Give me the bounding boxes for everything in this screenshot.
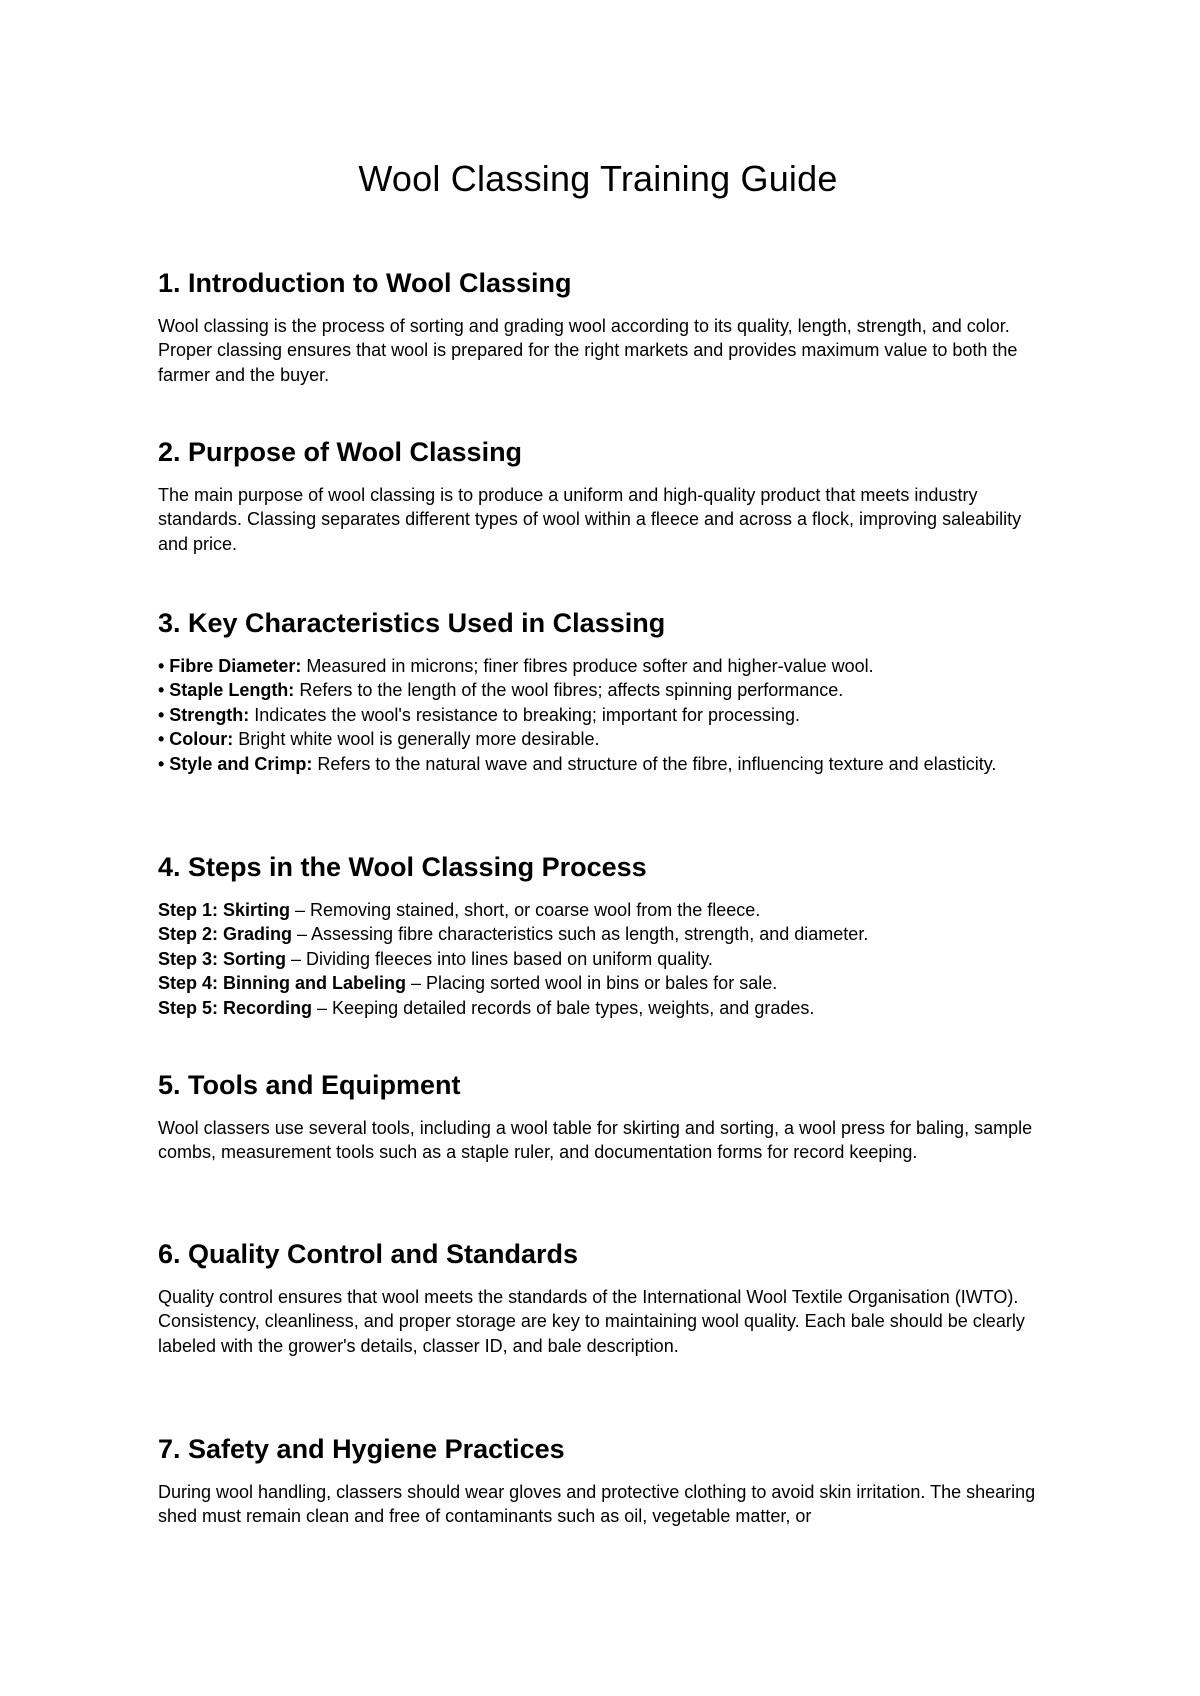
step-text: – Removing stained, short, or coarse wool from the fleece. [290, 900, 761, 920]
step-text: – Dividing fleeces into lines based on uniform quality. [286, 948, 713, 969]
item-label: • Strength: [158, 704, 250, 725]
section-heading: 4. Steps in the Wool Classing Process [158, 852, 647, 882]
step-item [158, 922, 1038, 946]
section-paragraph: During wool handling, classers should wear gloves and protective clothing to avoid skin irritation. The shearing shed must remain clean and free of contaminants such as oil, vegetable matter, or [158, 1482, 1036, 1527]
item-text: Bright white wool is generally more desirable. [233, 729, 600, 750]
step-text: – Keeping detailed records of bale types, weights, and grades. [312, 997, 815, 1018]
section-tools [158, 1068, 1038, 1165]
step-item [158, 898, 1038, 922]
document-title: Wool Classing Training Guide [358, 158, 838, 199]
step-item [158, 971, 1038, 995]
section-heading: 2. Purpose of Wool Classing [158, 437, 523, 467]
section-heading: 6. Quality Control and Standards [158, 1239, 579, 1269]
section-key-characteristics [158, 606, 1038, 776]
step-item [158, 996, 1038, 1020]
step-label: Step 2: Grading [158, 924, 293, 945]
step-label: Step 5: Recording [158, 997, 313, 1018]
step-label: Step 1: Skirting [158, 900, 291, 920]
section-paragraph: Wool classing is the process of sorting and grading wool according to its quality, length, strength, and color. Proper classing ensures that wool is prepared for the right markets and provides maximum value to both the farmer and the buyer. [158, 316, 1018, 385]
list-item [158, 727, 1038, 751]
item-label: • Fibre Diameter: [158, 656, 302, 676]
section-paragraph: The main purpose of wool classing is to produce a uniform and high-quality product that meets industry standards. Classing separates different types of wool within a fleece and across a flock, improving saleability and price. [158, 485, 1022, 554]
step-label: Step 4: Binning and Labeling [158, 973, 407, 994]
item-label: • Colour: [158, 729, 234, 750]
section-paragraph: Quality control ensures that wool meets the standards of the International Wool Textile Organisation (IWTO). Consistency, cleanliness, and proper storage are key to maintaining wool quality. Each bale should be clearly labeled with the grower's details, classer ID, and bale description. [158, 1287, 1025, 1356]
section-introduction [158, 266, 1038, 387]
section-paragraph: Wool classers use several tools, including a wool table for skirting and sorting, a wool press for baling, sample combs, measurement tools such as a staple ruler, and documentation forms for record keeping. [158, 1118, 1033, 1163]
section-heading: 5. Tools and Equipment [158, 1070, 461, 1100]
section-steps [158, 850, 1038, 1020]
list-item [158, 678, 1038, 702]
list-item [158, 752, 1038, 776]
list-item [158, 654, 1038, 678]
section-quality-control [158, 1237, 1038, 1358]
list-item [158, 703, 1038, 727]
section-safety-hygiene [158, 1432, 1038, 1529]
section-purpose [158, 435, 1038, 556]
step-item [158, 947, 1038, 971]
item-text: Refers to the length of the wool fibres; affects spinning performance. [294, 680, 844, 701]
section-heading: 3. Key Characteristics Used in Classing [158, 608, 666, 638]
step-label: Step 3: Sorting [158, 948, 287, 969]
item-text: Indicates the wool's resistance to breaking; important for processing. [249, 704, 801, 725]
item-text: Measured in microns; finer fibres produce softer and higher-value wool. [301, 656, 874, 676]
item-label: • Staple Length: [158, 680, 295, 701]
step-text: – Assessing fibre characteristics such as length, strength, and diameter. [292, 924, 869, 945]
item-text: Refers to the natural wave and structure of the fibre, influencing texture and elasticity. [312, 753, 997, 774]
section-heading: 1. Introduction to Wool Classing [158, 268, 572, 298]
section-heading: 7. Safety and Hygiene Practices [158, 1434, 565, 1464]
step-text: – Placing sorted wool in bins or bales for sale. [406, 973, 778, 994]
item-label: • Style and Crimp: [158, 753, 313, 774]
